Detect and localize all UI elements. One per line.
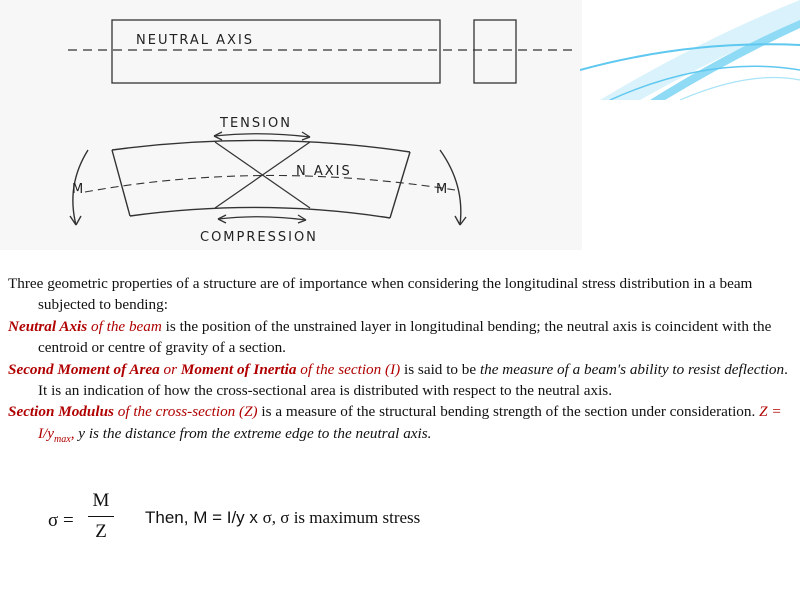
moment-label-left: M [72,182,86,197]
section-modulus-term: Section Modulus [8,403,114,421]
neutral-axis-label: NEUTRAL AXIS [136,33,255,48]
second-moment-of: of the section (I) [296,360,401,378]
section-modulus-of: of the cross-section (Z) [113,403,258,421]
neutral-axis-term: Neutral Axis [8,317,88,335]
bent-beam-top [112,140,410,152]
neutral-axis-paragraph [8,316,792,359]
section-modulus-formula-prefix: Z = I/y [38,403,782,442]
decorative-swoosh [580,0,800,100]
formula-lhs: σ = [48,510,74,531]
beam-side-view [112,20,440,83]
second-moment-said: is said to be [400,360,480,378]
beam-bending-figure [0,0,582,250]
bent-beam-left-edge [112,150,130,216]
compression-arrow [218,217,306,220]
beam-diagram [0,0,582,250]
section-modulus-description: is a measure of the structural bending strength of the section under consideration. [257,403,760,421]
moment-of-inertia-term: Moment of Inertia [180,360,297,378]
content-text [8,273,792,450]
moment-label-right: M [436,182,450,197]
tension-label: TENSION [220,116,292,131]
then-rest: σ, σ is maximum stress [262,508,421,527]
second-moment-measure: the measure of a beam's ability to resist deflection [479,360,785,378]
beam-cross-section [474,20,516,83]
second-moment-rest: . It is an indication of how the cross-sectional area is distributed with respect to the neutral axis. [38,360,788,400]
swoosh-line-3 [680,78,800,101]
second-moment-term: Second Moment of Area [8,360,160,378]
formula-denominator: Z [95,521,107,542]
compression-label: COMPRESSION [200,230,318,245]
formula-fraction [88,490,114,543]
then-statement [145,508,420,528]
second-moment-or: or [159,360,181,378]
bent-beam-right-edge [390,152,410,218]
then-text: Then, M = I/y x [145,508,263,527]
section-modulus-paragraph [8,401,792,450]
neutral-axis-description: is the position of the unstrained layer in longitudinal bending; the neutral axis is coincident with the centroid or centre of gravity of a section. [38,317,772,357]
n-axis-curve [85,175,455,192]
n-axis-label: N AXIS [296,164,352,179]
section-modulus-formula-suffix: , [70,424,75,442]
section-modulus-formula-sub: max [54,433,71,445]
section-modulus-y-note: y is the distance from the extreme edge to the neutral axis. [74,424,432,442]
second-moment-paragraph [8,359,792,402]
swoosh-band-light [600,0,800,100]
tension-arrow [214,134,310,137]
neutral-axis-of: of the beam [87,317,162,335]
intro-paragraph [8,273,792,316]
intro-text: Three geometric properties of a structure are of importance when considering the longitudinal stress distribution in a beam subjected to bending: [8,275,753,314]
formula-numerator: M [92,490,110,511]
fraction-bar [88,516,114,517]
